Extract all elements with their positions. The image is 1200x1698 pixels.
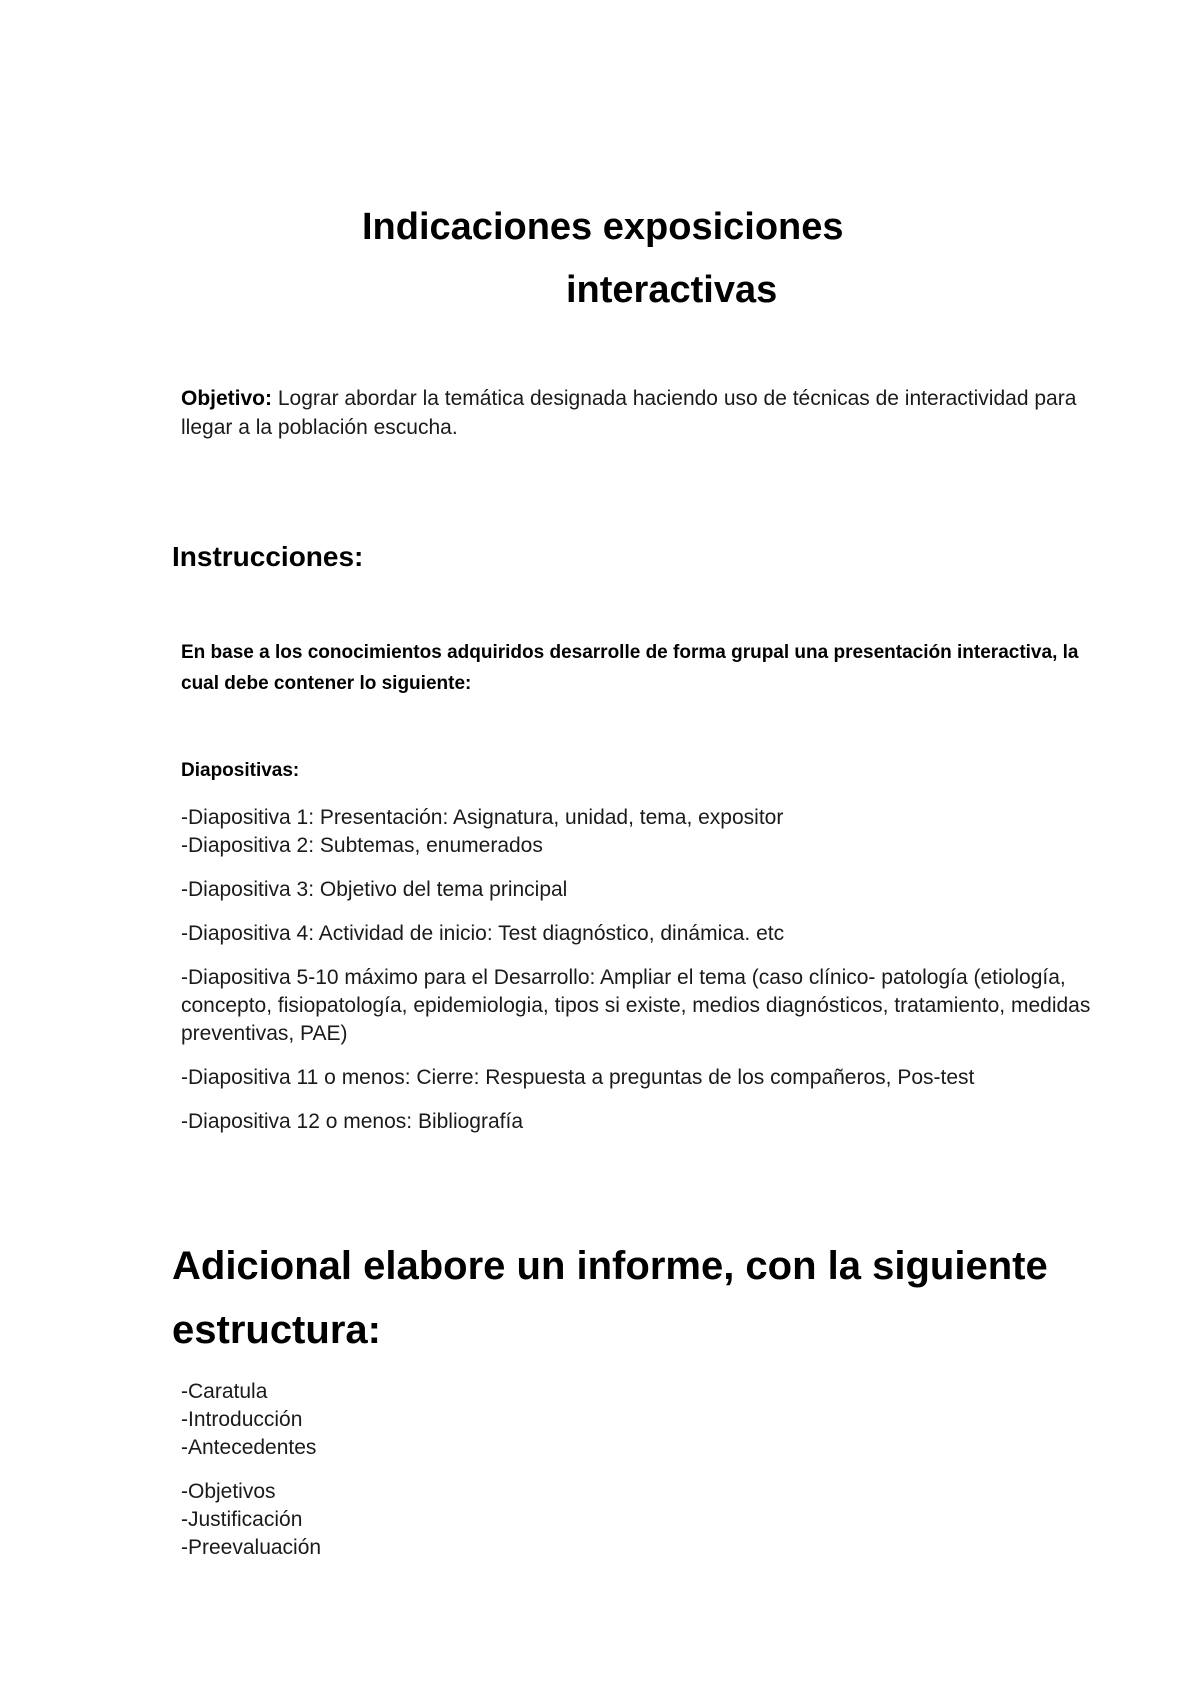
slide-item: -Diapositiva 3: Objetivo del tema principal (181, 878, 568, 901)
report-item: -Caratula (181, 1380, 268, 1403)
instructions-heading: Instrucciones: (172, 541, 364, 572)
slide-item: -Diapositiva 11 o menos: Cierre: Respuesta a preguntas de los compañeros, Pos-test (181, 1066, 975, 1089)
report-item: -Antecedentes (181, 1436, 317, 1459)
document-title-line-2: interactivas (566, 269, 778, 311)
objective-label: Objetivo: (181, 387, 273, 410)
slide-item: -Diapositiva 4: Actividad de inicio: Test diagnóstico, dinámica. etc (181, 922, 785, 945)
slide-item: -Diapositiva 12 o menos: Bibliografía (181, 1110, 524, 1133)
report-heading: Adicional elabore un informe, con la siguiente estructura: (172, 1244, 1048, 1352)
slide-item: -Diapositiva 2: Subtemas, enumerados (181, 834, 543, 857)
objective-paragraph (181, 384, 1081, 442)
slide-item: -Diapositiva 1: Presentación: Asignatura, unidad, tema, expositor (181, 806, 784, 829)
slides-list (181, 804, 1111, 1136)
instructions-intro: En base a los conocimientos adquiridos desarrolle de forma grupal una presentación interactiva, la cual debe contener lo siguiente: (181, 642, 1079, 694)
report-item: -Objetivos (181, 1480, 276, 1503)
objective-text: Lograr abordar la temática designada haciendo uso de técnicas de interactividad para llegar a la población escucha. (181, 387, 1077, 439)
slide-item: -Diapositiva 5-10 máximo para el Desarrollo: Ampliar el tema (caso clínico- patología (etiología, concepto, fisiopatología, epidemiologia, tipos si existe, medios diagnósticos, tratamiento, medidas preventivas, PAE) (181, 966, 1091, 1045)
report-item: -Preevaluación (181, 1536, 322, 1559)
slides-label: Diapositivas: (181, 760, 300, 781)
report-item: -Introducción (181, 1408, 303, 1431)
report-structure-list (181, 1378, 1111, 1562)
document-title-line-1: Indicaciones exposiciones (362, 206, 844, 248)
report-item: -Justificación (181, 1508, 303, 1531)
